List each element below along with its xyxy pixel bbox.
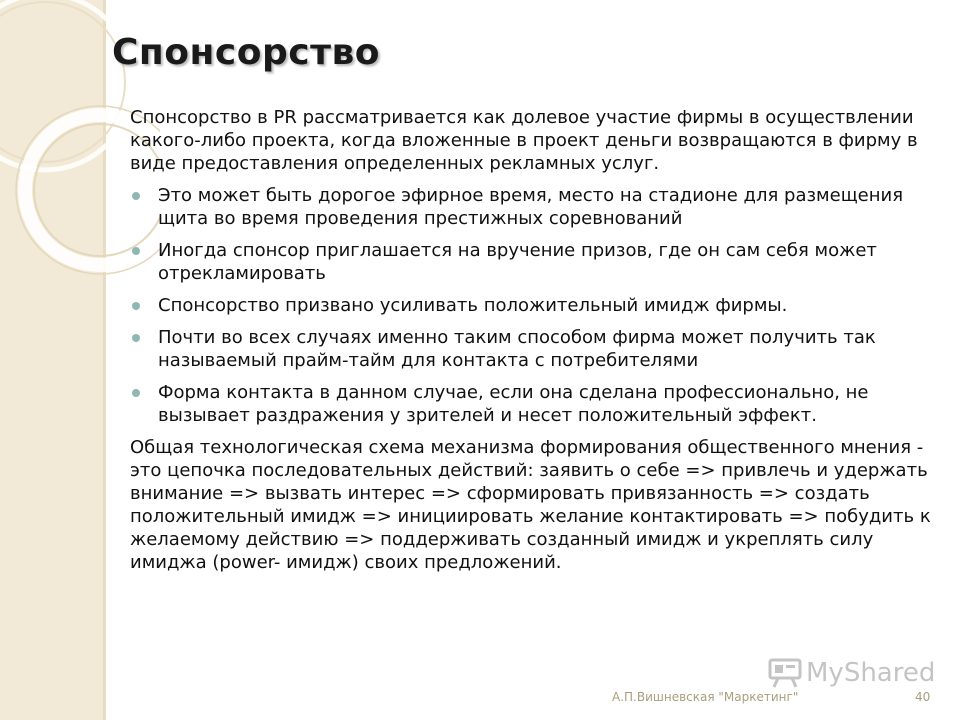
bullet-dot-icon xyxy=(132,302,140,310)
bullet-dot-icon xyxy=(132,192,140,200)
bullet-text: Спонсорство призвано усиливать положительный имидж фирмы. xyxy=(158,295,788,316)
conclusion-paragraph: Общая технологическая схема механизма формирования общественного мнения - это цепочка последовательных действий: заявить о себе => привлечь и удержать внимание => вызвать интерес => сформировать привязанность => создать положительный имидж => инициировать желание контактировать => побудить к желаемому действию => поддерживать созданный имидж и укреплять силу имиджа (power- имидж) своих предложений. xyxy=(130,437,931,573)
slide-content xyxy=(130,106,936,583)
page-number: 40 xyxy=(915,690,931,704)
list-item xyxy=(130,239,936,285)
watermark-logo xyxy=(768,656,935,690)
bullet-list xyxy=(130,184,936,427)
bullet-dot-icon xyxy=(132,389,140,397)
slide-footer: А.П.Вишневская "Маркетинг" xyxy=(612,690,799,704)
bullet-text: Это может быть дорогое эфирное время, место на стадионе для размещения щита во время проведения престижных соревнований xyxy=(158,185,904,229)
bullet-text: Почти во всех случаях именно таким способом фирма может получить так называемый прайм-тайм для контакта с потребителями xyxy=(158,327,876,371)
bullet-dot-icon xyxy=(132,334,140,342)
slide-title: Спонсорство xyxy=(112,32,380,73)
list-item xyxy=(130,326,936,372)
list-item xyxy=(130,294,936,317)
watermark-text: MyShared xyxy=(806,658,936,688)
presentation-board-icon xyxy=(768,658,802,688)
bullet-text: Иногда спонсор приглашается на вручение призов, где он сам себя может отрекламировать xyxy=(158,240,877,284)
bullet-text: Форма контакта в данном случае, если она сделана профессионально, не вызывает раздражения у зрителей и несет положительный эффект. xyxy=(158,382,869,426)
bullet-dot-icon xyxy=(132,247,140,255)
list-item xyxy=(130,184,936,230)
list-item xyxy=(130,381,936,427)
intro-paragraph: Спонсорство в PR рассматривается как долевое участие фирмы в осуществлении какого-либо проекта, когда вложенные в проект деньги возвращаются в фирму в виде предоставления определенных рекламных услуг. xyxy=(130,107,918,174)
